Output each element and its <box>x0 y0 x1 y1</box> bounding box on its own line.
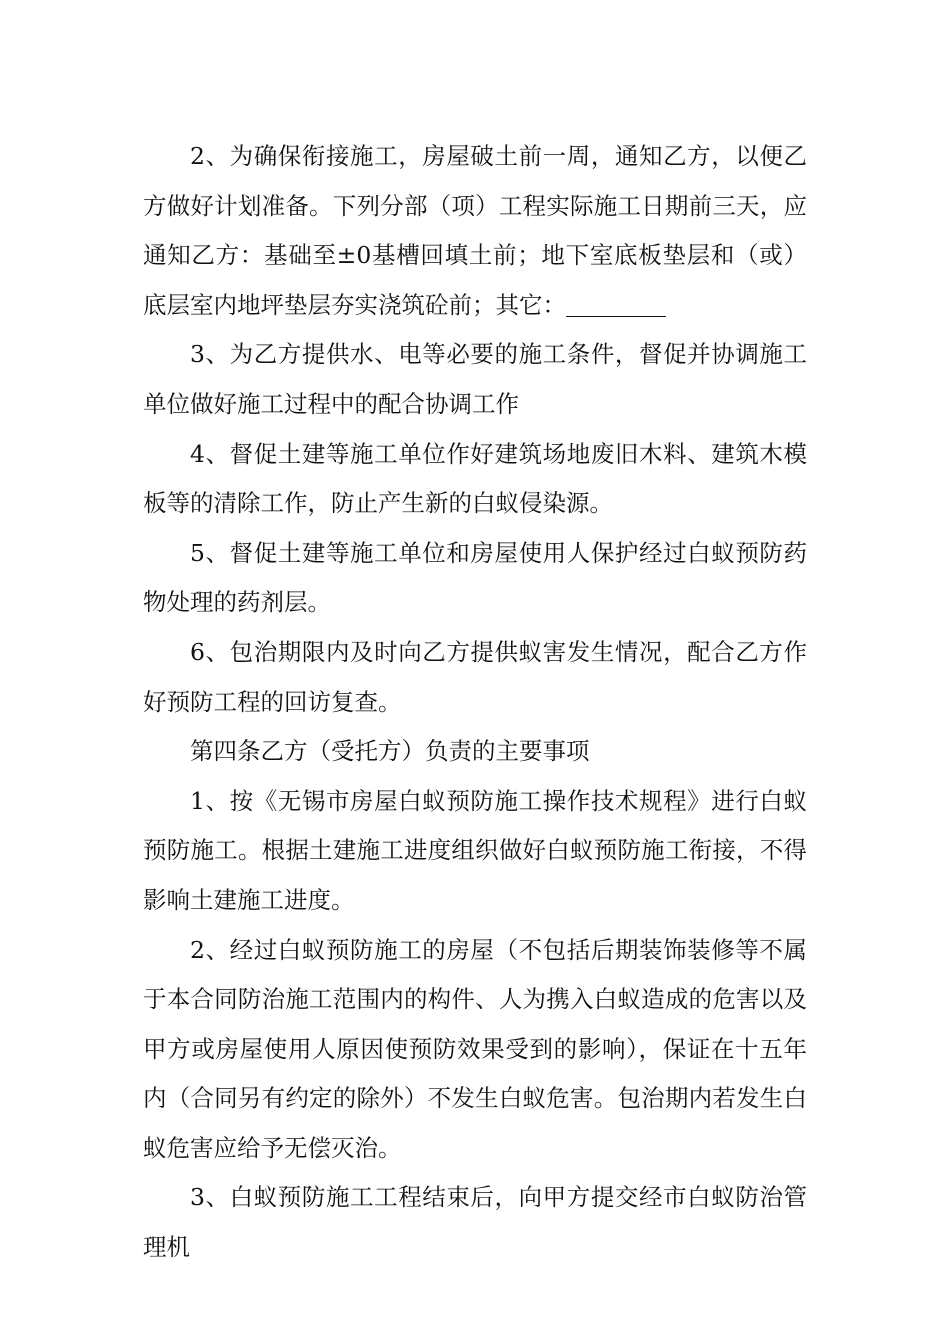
paragraph-protect-chemical-layer: 5、督促土建等施工单位和房屋使用人保护经过白蚁预防药物处理的药剂层。 <box>143 538 807 617</box>
paragraph-follow-technical-regulations: 1、按《无锡市房屋白蚁预防施工操作技术规程》进行白蚁预防施工。根据土建施工进度组织做好白蚁预防施工衔接，不得影响土建施工进度。 <box>143 786 807 914</box>
paragraph-provide-water-electricity: 3、为乙方提供水、电等必要的施工条件，督促并协调施工单位做好施工过程中的配合协调工作 <box>143 340 807 418</box>
fill-in-blank <box>566 292 666 317</box>
paragraph-submit-after-completion: 3、白蚁预防施工工程结束后，向甲方提交经市白蚁防治管理机 <box>143 1183 807 1262</box>
paragraph-text: 2、为确保衔接施工，房屋破土前一周，通知乙方，以便乙方做好计划准备。下列分部（项）工程实际施工日期前三天，应通知乙方：基础至±0基槽回填土前；地下室底板垫层和（或）底层室内地坪垫层夯实浇筑砼前；其它： <box>143 142 807 319</box>
paragraph-fifteen-year-guarantee: 2、经过白蚁预防施工的房屋（不包括后期装饰装修等不属于本合同防治施工范围内的构件、人为携入白蚁造成的危害以及甲方或房屋使用人原因使预防效果受到的影响），保证在十五年内（合同另有约定的除外）不发生白蚁危害。包治期内若发生白蚁危害应给予无偿灭治。 <box>143 935 807 1162</box>
document-body <box>143 132 807 1273</box>
paragraph-notify-before-groundbreaking <box>143 132 807 330</box>
paragraph-clear-waste-wood: 4、督促土建等施工单位作好建筑场地废旧木料、建筑木模板等的清除工作，防止产生新的白蚁侵染源。 <box>143 439 807 518</box>
paragraph-report-termite-damage: 6、包治期限内及时向乙方提供蚁害发生情况，配合乙方作好预防工程的回访复查。 <box>143 637 807 716</box>
article-four-heading: 第四条乙方（受托方）负责的主要事项 <box>190 737 590 766</box>
